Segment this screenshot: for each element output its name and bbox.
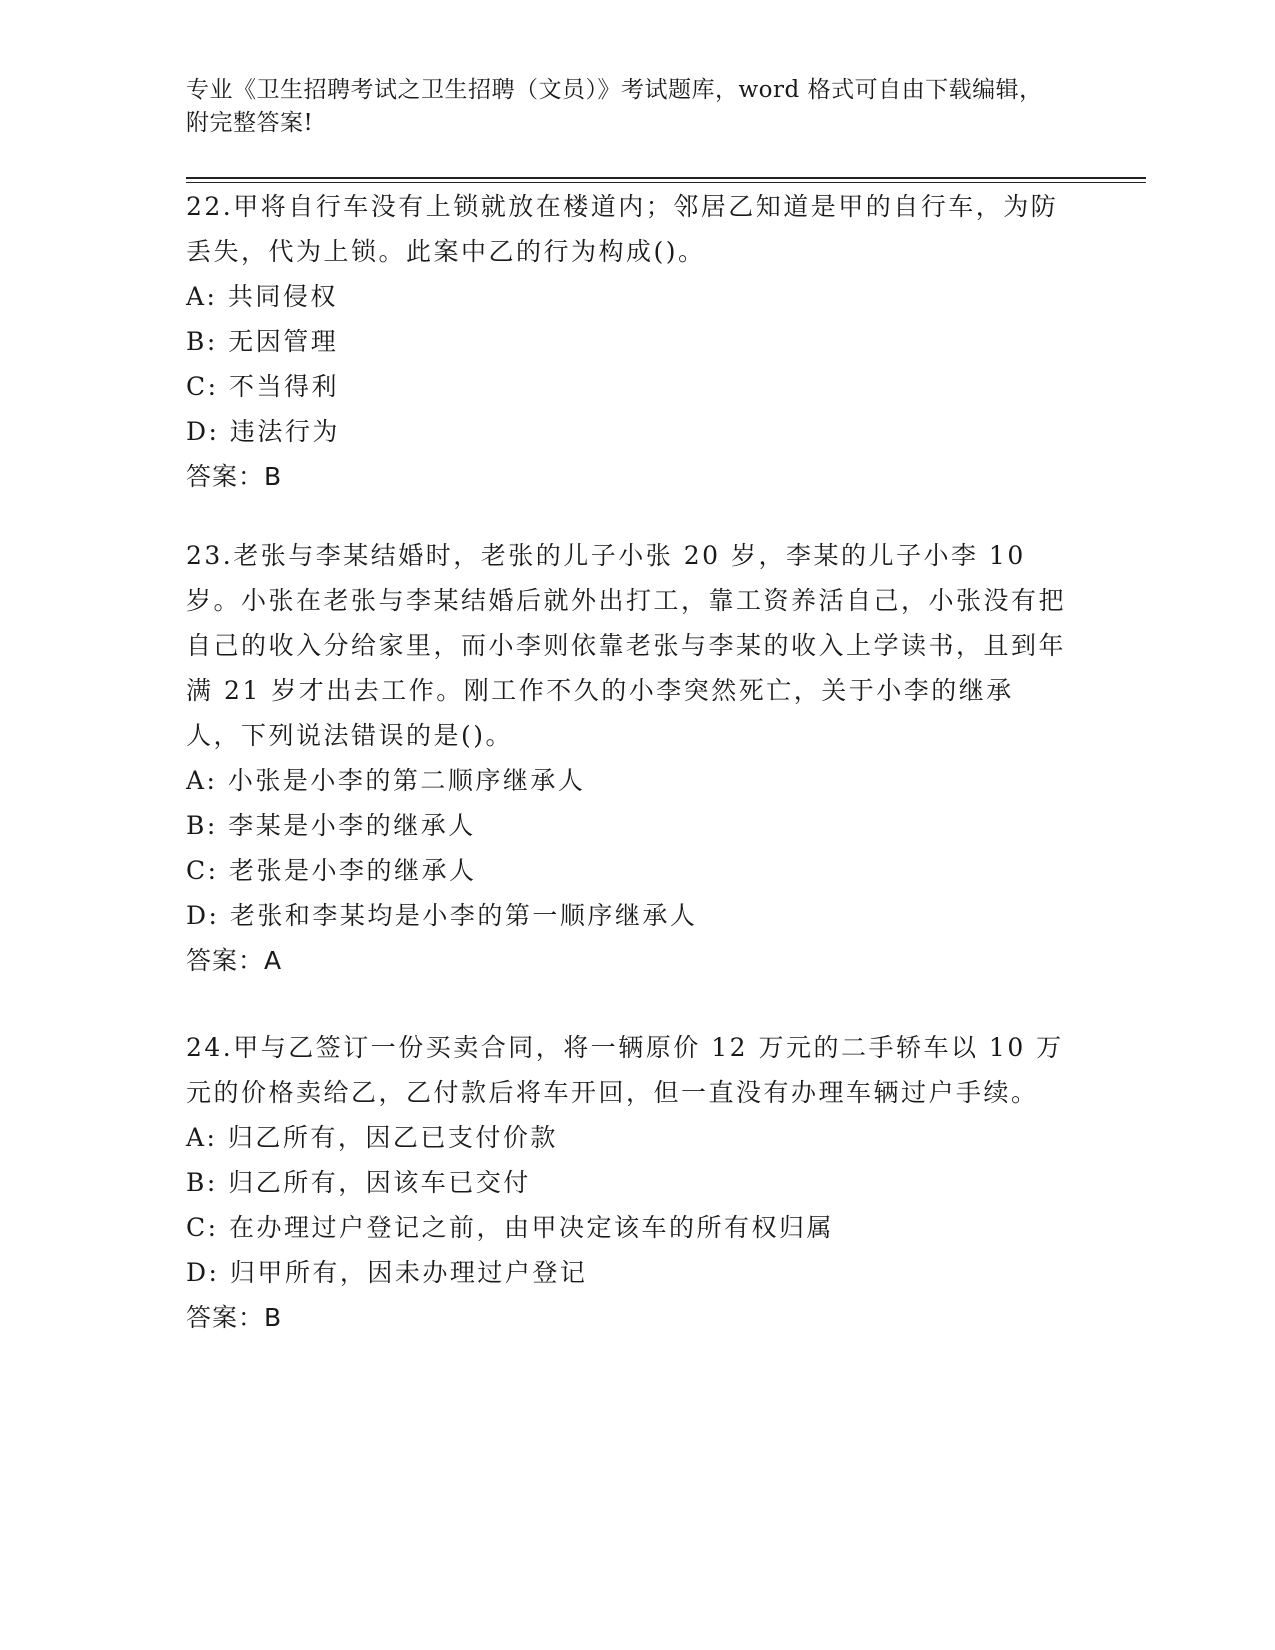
answer-line xyxy=(186,454,1066,499)
question-stem: 23.老张与李某结婚时，老张的儿子小张 20 岁，李某的儿子小李 10 岁。小张在老张与李某结婚后就外出打工，靠工资养活自己，小张没有把自己的收入分给家里，而小李则依靠老张与李某的收入上学读书，且到年满 21 岁才出去工作。刚工作不久的小李突然死亡，关于小李的继承人，下列说法错误的是()。 xyxy=(186,541,1067,750)
answer-line xyxy=(186,938,1066,983)
question-24 xyxy=(186,1025,1066,1340)
option-c: C: 老张是小李的继承人 xyxy=(186,856,477,885)
option-c: C: 在办理过户登记之前，由甲决定该车的所有权归属 xyxy=(186,1213,835,1242)
option-d: D: 违法行为 xyxy=(186,417,340,446)
question-stem: 24.甲与乙签订一份买卖合同，将一辆原价 12 万元的二手轿车以 10 万元的价格卖给乙，乙付款后将车开回，但一直没有办理车辆过户手续。 xyxy=(186,1033,1064,1107)
page-header: 专业《卫生招聘考试之卫生招聘（文员）》考试题库，word 格式可自由下载编辑，附完整答案! xyxy=(186,77,1043,136)
option-a: A: 小张是小李的第二顺序继承人 xyxy=(186,766,586,795)
answer-value: B xyxy=(264,1303,283,1332)
option-a: A: 共同侵权 xyxy=(186,282,338,311)
answer-label: 答案： xyxy=(186,462,265,491)
option-d: D: 老张和李某均是小李的第一顺序继承人 xyxy=(186,901,698,930)
option-a: A: 归乙所有，因乙已支付价款 xyxy=(186,1123,558,1152)
option-b: B: 无因管理 xyxy=(186,327,339,356)
answer-value: A xyxy=(264,946,283,975)
option-c: C: 不当得利 xyxy=(186,372,339,401)
question-stem: 22.甲将自行车没有上锁就放在楼道内；邻居乙知道是甲的自行车，为防丢失，代为上锁。此案中乙的行为构成()。 xyxy=(186,192,1059,266)
question-23 xyxy=(186,533,1066,983)
answer-label: 答案： xyxy=(186,1303,265,1332)
option-b: B: 李某是小李的继承人 xyxy=(186,811,476,840)
answer-label: 答案： xyxy=(186,946,265,975)
question-22 xyxy=(186,184,1066,499)
answer-line xyxy=(186,1295,1066,1340)
option-d: D: 归甲所有，因未办理过户登记 xyxy=(186,1258,588,1287)
option-b: B: 归乙所有，因该车已交付 xyxy=(186,1168,531,1197)
answer-value: B xyxy=(264,462,283,491)
header-rule-thin xyxy=(186,182,1146,183)
header-rule-thick xyxy=(186,177,1146,179)
